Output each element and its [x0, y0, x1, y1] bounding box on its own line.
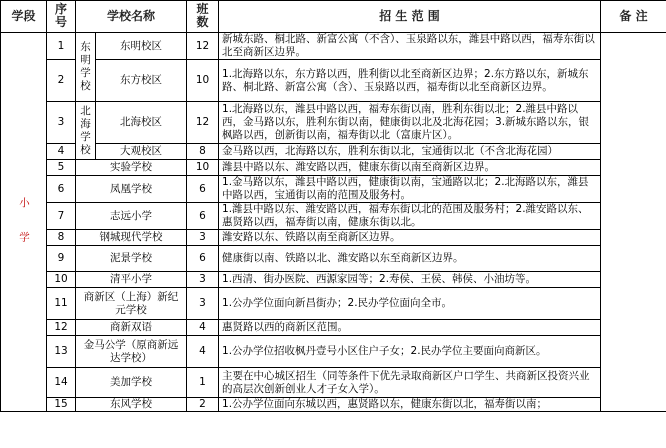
table-row: [1, 60, 666, 102]
row-school: 实验学校: [76, 160, 187, 176]
table-row: [1, 272, 666, 288]
table-row: [1, 246, 666, 272]
row-school: 商新双语: [76, 320, 187, 336]
row-range: 金马路以西，北海路以东，胜利东街以北，宝通街以北（不含北海花园）: [219, 144, 601, 160]
row-classes: 3: [187, 230, 219, 246]
row-index: 7: [47, 203, 76, 230]
table-row: [1, 398, 666, 412]
row-range: 1.北海路以东，潍县中路以西，福寿东街以南，胜利东街以北；2.潍县中路以西，金马路以东，胜利东街以南，健康街以北及北海花园；3.新城东路以东，银枫路以西，创新街以南，福寿街以北（富康片区）。: [219, 102, 601, 144]
row-index: 11: [47, 288, 76, 320]
table-row: [1, 102, 666, 144]
row-classes: 3: [187, 288, 219, 320]
row-school: 金马公学（原商新远达学校）: [76, 336, 187, 368]
group-north: 北海学校: [76, 102, 96, 160]
row-range: 主要在中心城区招生（同等条件下优先录取商新区户口学生、共商新区投资兴业的高层次创新创业人才子女入学）。: [219, 368, 601, 398]
table-row: [1, 336, 666, 368]
header-range: 招 生 范 围: [219, 1, 601, 33]
row-classes: 12: [187, 33, 219, 60]
row-range: 惠贤路以西的商新区范围。: [219, 320, 601, 336]
row-school: 东方校区: [96, 60, 187, 102]
row-school: 东风学校: [76, 398, 187, 412]
note-cell: [601, 33, 666, 412]
row-index: 2: [47, 60, 76, 102]
row-classes: 6: [187, 176, 219, 203]
row-index: 6: [47, 176, 76, 203]
row-index: 14: [47, 368, 76, 398]
row-classes: 2: [187, 398, 219, 412]
row-range: 1.金马路以东，潍县中路以西，健康街以南，宝通路以北；2.北海路以东，潍县中路以西，宝通街以南的范围及服务村。: [219, 176, 601, 203]
row-school: 美加学校: [76, 368, 187, 398]
row-school: 泥景学校: [76, 246, 187, 272]
header-note: 备 注: [601, 1, 666, 33]
row-classes: 1: [187, 368, 219, 398]
row-index: 8: [47, 230, 76, 246]
row-classes: 12: [187, 102, 219, 144]
row-range: 1.北海路以东，东方路以西，胜利街以北至商新区边界；2.东方路以东，新城东路、桐北路、新富公寓（含）、玉泉路以西，福寿街以北至商新区边界。: [219, 60, 601, 102]
row-index: 13: [47, 336, 76, 368]
row-classes: 6: [187, 203, 219, 230]
table-row: [1, 144, 666, 160]
row-school: 大观校区: [96, 144, 187, 160]
table-row: [1, 33, 666, 60]
row-index: 9: [47, 246, 76, 272]
row-classes: 6: [187, 246, 219, 272]
row-range: 1.公办学位面向新昌街办；2.民办学位面向全市。: [219, 288, 601, 320]
table-row: [1, 288, 666, 320]
header-school: 学校名称: [76, 1, 187, 33]
row-school: 商新区（上海）新纪元学校: [76, 288, 187, 320]
group-east: 东明学校: [76, 33, 96, 102]
row-index: 4: [47, 144, 76, 160]
row-classes: 4: [187, 336, 219, 368]
row-index: 1: [47, 33, 76, 60]
table-row: [1, 160, 666, 176]
row-index: 15: [47, 398, 76, 412]
row-school: 东明校区: [96, 33, 187, 60]
row-index: 12: [47, 320, 76, 336]
stage-cell: 小 学: [1, 33, 47, 412]
row-index: 3: [47, 102, 76, 144]
row-school: 钢城现代学校: [76, 230, 187, 246]
row-range: 潍县中路以东、潍安路以西，健康东街以南至商新区边界。: [219, 160, 601, 176]
row-classes: 4: [187, 320, 219, 336]
row-school: 清平小学: [76, 272, 187, 288]
row-range: 潍安路以东、铁路以南至商新区边界。: [219, 230, 601, 246]
row-classes: 8: [187, 144, 219, 160]
table-row: [1, 203, 666, 230]
header-row: [1, 1, 666, 33]
row-index: 5: [47, 160, 76, 176]
row-range: 1.潍县中路以东、潍安路以西，福寿东街以北的范围及服务村；2.潍安路以东、惠贤路以西，福寿街以南，健康东街以北。: [219, 203, 601, 230]
row-school: 北海校区: [96, 102, 187, 144]
row-range: 1.西清、街办医院、西源家园等；2.寿侯、王侯、韩侯、小油坊等。: [219, 272, 601, 288]
table-row: [1, 368, 666, 398]
row-range: 新城东路、桐北路、新富公寓（不含）、玉泉路以东，潍县中路以西，福寿东街以北至商新区边界。: [219, 33, 601, 60]
row-school: 志远小学: [76, 203, 187, 230]
row-index: 10: [47, 272, 76, 288]
row-classes: 10: [187, 60, 219, 102]
header-classes: 班数: [187, 1, 219, 33]
row-range: 1.公办学位招收枫丹壹号小区住户子女；2.民办学位主要面向商新区。: [219, 336, 601, 368]
header-index: 序号: [47, 1, 76, 33]
row-range: 1.公办学位面向东城以西，惠贤路以东，健康东街以北，福寿街以南；: [219, 398, 601, 412]
table-row: [1, 230, 666, 246]
header-stage: 学段: [1, 1, 47, 33]
row-school: 凤凰学校: [76, 176, 187, 203]
row-range: 健康街以南、铁路以北、潍安路以东至商新区边界。: [219, 246, 601, 272]
table-row: [1, 176, 666, 203]
row-classes: 3: [187, 272, 219, 288]
row-classes: 10: [187, 160, 219, 176]
table-row: [1, 320, 666, 336]
